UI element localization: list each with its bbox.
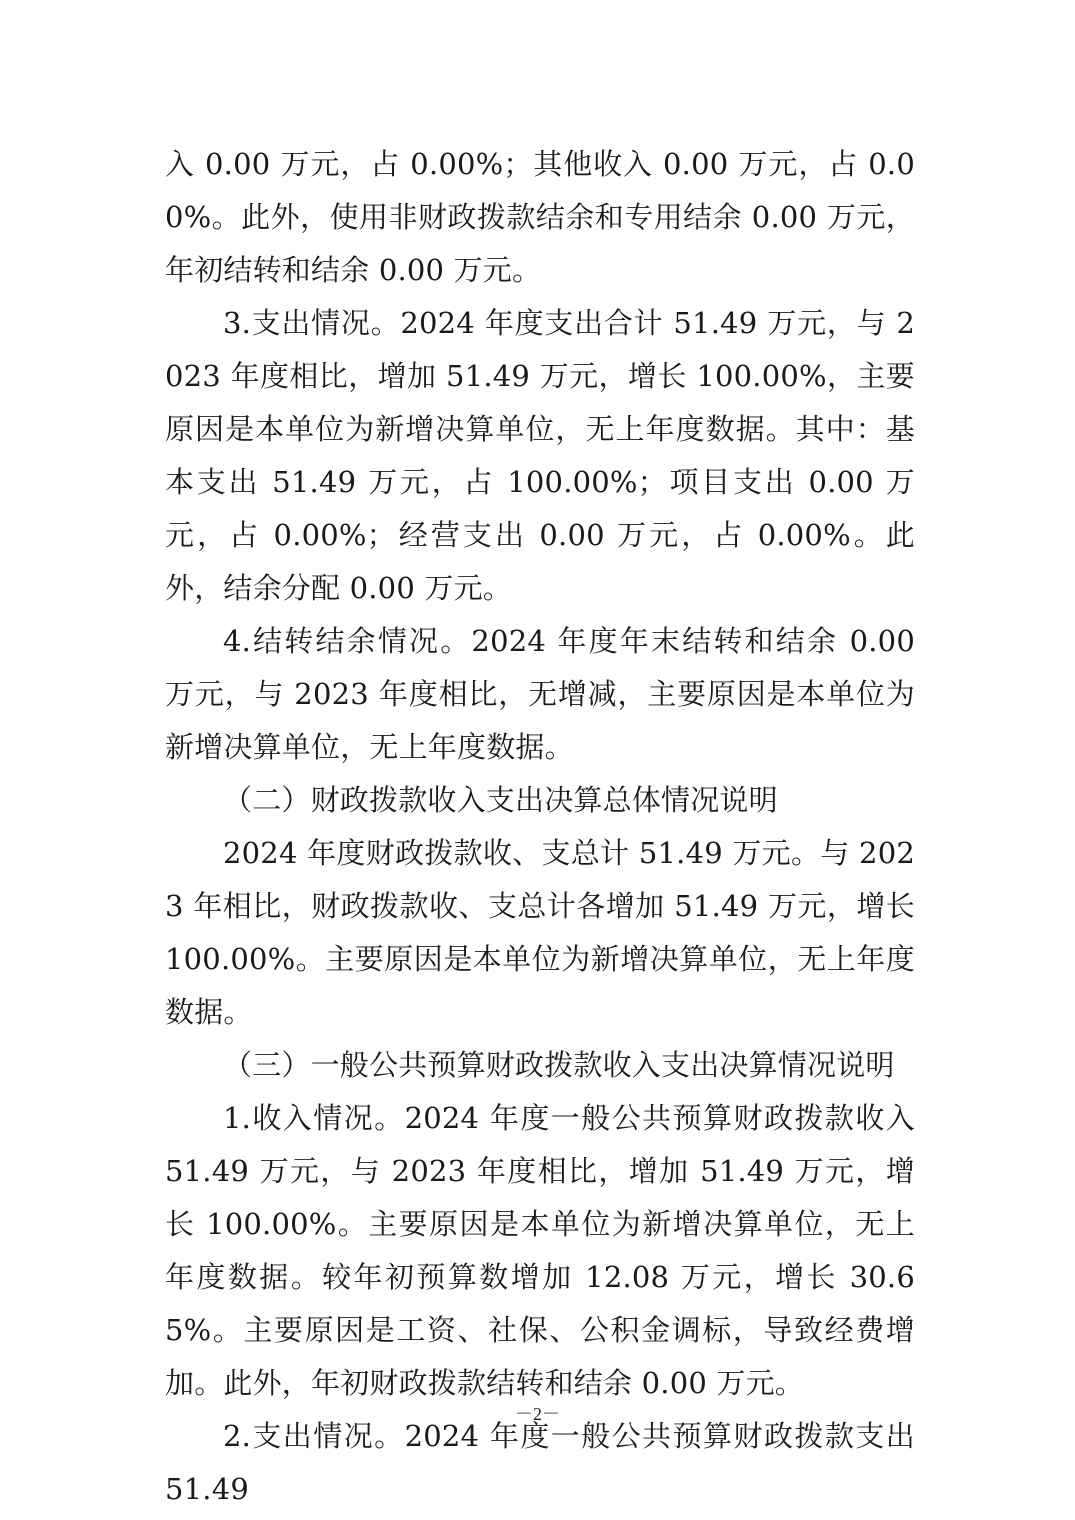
- section-heading-fiscal-overview: （二）财政拨款收入支出决算总体情况说明: [223, 783, 778, 817]
- section-heading-general-budget: （三）一般公共预算财政拨款收入支出决算情况说明: [223, 1048, 895, 1082]
- paragraph-fiscal-overview: 2024 年度财政拨款收、支总计 51.49 万元。与 2023 年相比，财政拨款收、支总计各增加 51.49 万元，增长 100.00%。主要原因是本单位为新增决算单位，无上年度数据。: [165, 836, 915, 1029]
- paragraph-general-budget-income: 1.收入情况。2024 年度一般公共预算财政拨款收入 51.49 万元，与 2023 年度相比，增加 51.49 万元，增长 100.00%。主要原因是本单位为新增决算单位，无上年度数据。较年初预算数增加 12.08 万元，增长 30.65%。主要原因是工资、社保、公积金调标，导致经费增加。此外，年初财政拨款结转和结余 0.00 万元。: [165, 1101, 915, 1400]
- page-number: －2－: [515, 1404, 560, 1424]
- paragraph-expenditure: 3.支出情况。2024 年度支出合计 51.49 万元，与 2023 年度相比，增加 51.49 万元，增长 100.00%，主要原因是本单位为新增决算单位，无上年度数据。其中：基本支出 51.49 万元，占 100.00%；项目支出 0.00 万元，占 0.00%；经营支出 0.00 万元，占 0.00%。此外，结余分配 0.00 万元。: [165, 306, 915, 605]
- document-body: [165, 138, 915, 1516]
- paragraph-carryover: 4.结转结余情况。2024 年度年末结转和结余 0.00 万元，与 2023 年度相比，无增减，主要原因是本单位为新增决算单位，无上年度数据。: [165, 624, 915, 764]
- paragraph-income-continued: 入 0.00 万元，占 0.00%；其他收入 0.00 万元，占 0.00%。此外，使用非财政拨款结余和专用结余 0.00 万元，年初结转和结余 0.00 万元。: [165, 147, 915, 287]
- paragraph-general-budget-expenditure: 2.支出情况。2024 年度一般公共预算财政拨款支出 51.49: [165, 1419, 915, 1506]
